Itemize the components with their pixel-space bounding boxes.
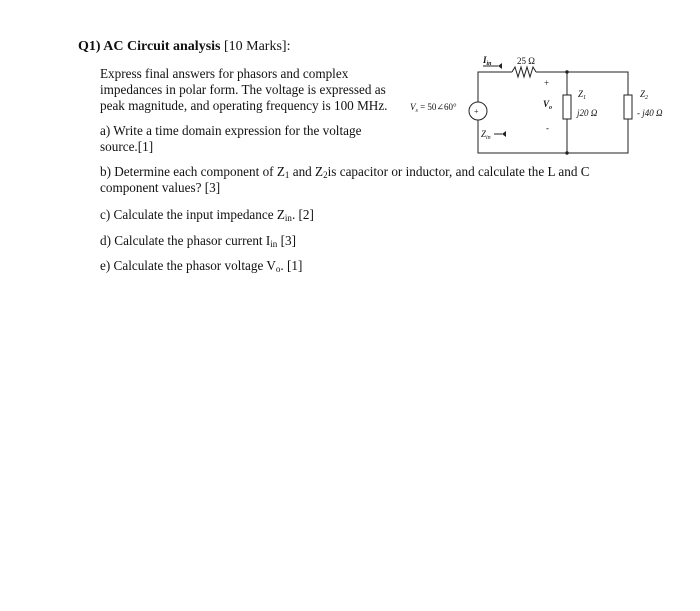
part-d-post: [3] bbox=[277, 233, 296, 248]
question-heading-bold: Q1) AC Circuit analysis bbox=[78, 39, 221, 54]
part-d-pre: d) Calculate the phasor current I bbox=[100, 233, 271, 248]
z2-label-sub: 2 bbox=[645, 95, 649, 101]
part-c-pre: c) Calculate the input impedance Z bbox=[100, 207, 285, 222]
current-label-main: I bbox=[483, 55, 487, 65]
part-e-sub: o bbox=[275, 264, 281, 274]
part-b-sub1: 1 bbox=[284, 170, 290, 180]
vo-plus-sign: + bbox=[544, 78, 550, 88]
question-heading-marks: [10 Marks]: bbox=[220, 39, 291, 54]
z1-label-main: Z bbox=[578, 89, 584, 99]
source-label-sub: s bbox=[415, 108, 418, 114]
wire-bottom bbox=[478, 119, 628, 153]
part-e-post: . [1] bbox=[280, 258, 303, 273]
part-d-sub: in bbox=[270, 239, 278, 249]
current-arrow-head bbox=[498, 63, 502, 69]
z2-value: - j40 Ω bbox=[637, 108, 663, 118]
part-b-sub2: 2 bbox=[323, 170, 328, 180]
part-a: a) Write a time domain expression for the voltage source.[1] bbox=[100, 123, 362, 154]
junction-top bbox=[565, 70, 568, 73]
z2-label bbox=[640, 89, 648, 101]
vo-label-sub: o bbox=[549, 105, 553, 111]
part-b-pre: b) Determine each component of Z bbox=[100, 164, 285, 179]
junction-bottom bbox=[565, 151, 568, 154]
resistor-25-ohm bbox=[512, 67, 536, 77]
source-label bbox=[410, 102, 457, 114]
intro-paragraph: Express final answers for phasors and complex impedances in polar form. The voltage is expressed as peak magnitude, and operating frequency is 100 MHz. bbox=[100, 66, 388, 113]
zin-arrow-head bbox=[502, 131, 506, 137]
z2-label-main: Z bbox=[640, 89, 646, 99]
current-label-sub: in bbox=[486, 61, 492, 67]
zin-label bbox=[481, 129, 491, 141]
vo-label bbox=[543, 99, 552, 111]
z1-value: j20 Ω bbox=[577, 108, 598, 118]
part-c-sub: in bbox=[284, 213, 292, 223]
vo-label-main: V bbox=[543, 99, 550, 109]
part-b-mid: and Z bbox=[289, 164, 324, 179]
z1-label-sub: 1 bbox=[583, 95, 587, 101]
part-b-post: is capacitor or inductor, and calculate the L and C component values? [3] bbox=[100, 164, 590, 195]
wire-top-left bbox=[478, 72, 512, 102]
source-value: = 50∠60° bbox=[417, 102, 457, 112]
z1-impedance-box bbox=[563, 95, 571, 119]
z2-impedance-box bbox=[624, 95, 632, 119]
resistor-label: 25 Ω bbox=[517, 56, 535, 66]
z1-label bbox=[578, 89, 586, 101]
vo-minus-sign: - bbox=[546, 123, 549, 133]
part-c-post: . [2] bbox=[291, 207, 314, 222]
part-e-pre: e) Calculate the phasor voltage V bbox=[100, 258, 276, 273]
zin-label-sub: in bbox=[486, 135, 491, 141]
current-label bbox=[482, 55, 492, 67]
source-label-main: V bbox=[410, 102, 416, 112]
source-plus-sign: + bbox=[474, 107, 479, 116]
zin-label-main: Z bbox=[481, 129, 487, 139]
